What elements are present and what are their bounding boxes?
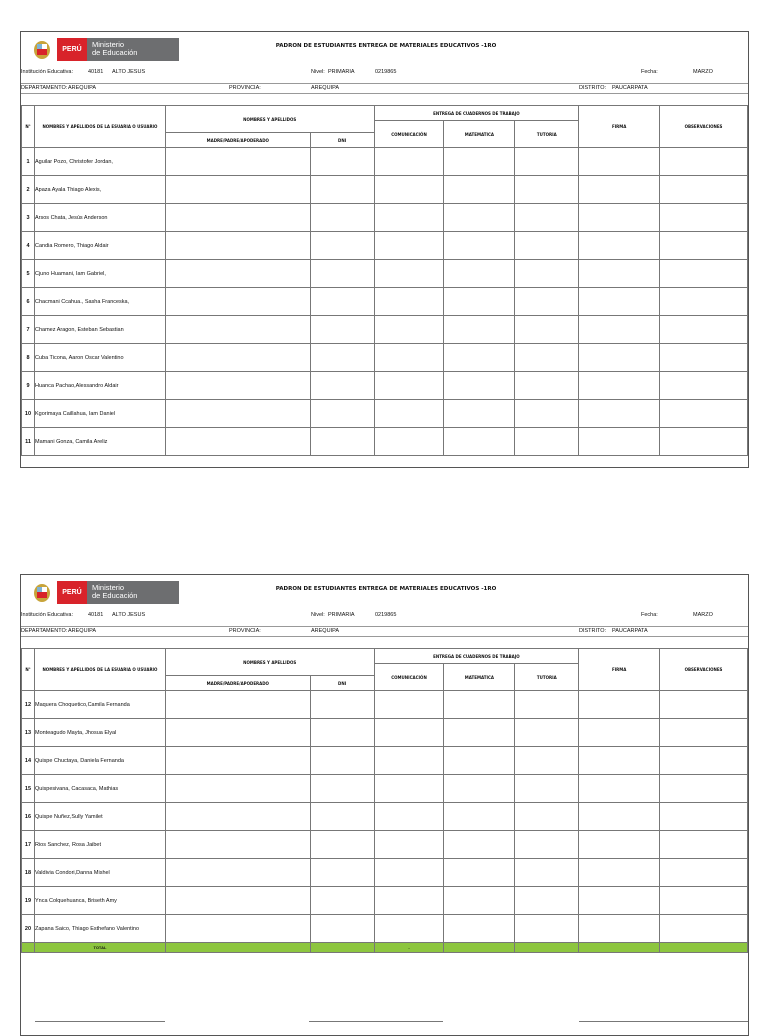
dni-cell[interactable]	[310, 859, 374, 887]
observaciones-cell[interactable]	[660, 344, 748, 372]
student-name: Arsos Chata, Jesús Anderson	[34, 204, 165, 232]
institution-code: 40181	[88, 612, 104, 618]
dni-cell[interactable]	[310, 148, 374, 176]
provincia-label: PROVINCIA:	[229, 628, 261, 634]
provincia-label: PROVINCIA:	[229, 85, 261, 91]
tutoria-cell[interactable]	[515, 260, 579, 288]
comunicacion-cell[interactable]	[374, 176, 444, 204]
comunicacion-cell[interactable]	[374, 831, 444, 859]
firma-cell[interactable]	[579, 915, 660, 943]
departamento-value: AREQUIPA	[68, 85, 97, 91]
col-student-header: NOMBRES Y APELLIDOS DE LA ESUARIA O USUARIO	[34, 649, 165, 691]
observaciones-cell[interactable]	[660, 691, 748, 719]
nivel-label: Nivel:	[311, 69, 325, 75]
dni-cell[interactable]	[310, 691, 374, 719]
student-name: Rios Sanchez, Rosa Jaibet	[34, 831, 165, 859]
fecha-value: MARZO	[693, 69, 713, 75]
guardian-cell[interactable]	[165, 344, 310, 372]
signature-line	[309, 1021, 443, 1022]
comunicacion-cell[interactable]	[374, 400, 444, 428]
tutoria-cell[interactable]	[515, 915, 579, 943]
table-row	[22, 803, 748, 831]
student-table	[21, 648, 748, 953]
row-number: 17	[22, 831, 35, 859]
observaciones-cell[interactable]	[660, 316, 748, 344]
observaciones-cell[interactable]	[660, 775, 748, 803]
dni-cell[interactable]	[310, 232, 374, 260]
nivel-value: PRIMARIA	[328, 612, 355, 618]
guardian-cell[interactable]	[165, 232, 310, 260]
dni-cell[interactable]	[310, 176, 374, 204]
firma-cell[interactable]	[579, 344, 660, 372]
departamento-label: DEPARTAMENTO:	[21, 85, 68, 91]
signature-line	[579, 1021, 748, 1022]
guardian-cell[interactable]	[165, 428, 310, 456]
info-row-institution	[21, 68, 748, 76]
dni-cell[interactable]	[310, 747, 374, 775]
dni-cell[interactable]	[310, 400, 374, 428]
table-row	[22, 344, 748, 372]
table-row	[22, 372, 748, 400]
col-comunicacion-header: COMUNICACIÓN	[374, 121, 444, 148]
row-number: 3	[22, 204, 35, 232]
dni-cell[interactable]	[310, 288, 374, 316]
fecha-label: Fecha:	[641, 69, 658, 75]
matematica-cell[interactable]	[444, 204, 515, 232]
ministry-logo	[27, 581, 179, 604]
total-row	[22, 943, 748, 953]
dni-cell[interactable]	[310, 775, 374, 803]
table-row	[22, 232, 748, 260]
row-number: 11	[22, 428, 35, 456]
student-name: Quispe Chuctaya, Daniela Fernanda	[34, 747, 165, 775]
matematica-cell[interactable]	[444, 372, 515, 400]
firma-cell[interactable]	[579, 831, 660, 859]
matematica-cell[interactable]	[444, 260, 515, 288]
observaciones-cell[interactable]	[660, 260, 748, 288]
student-name: Aguilar Pozo, Christofer Jordan,	[34, 148, 165, 176]
comunicacion-cell[interactable]	[374, 747, 444, 775]
distrito-value: PAUCARPATA	[612, 85, 648, 91]
tutoria-cell[interactable]	[515, 428, 579, 456]
row-number: 9	[22, 372, 35, 400]
student-name: Zapana Saico, Thiago Esthefano Valentino	[34, 915, 165, 943]
firma-cell[interactable]	[579, 316, 660, 344]
total-comunicacion: -	[374, 943, 444, 953]
col-firma-header: FIRMA	[579, 649, 660, 691]
comunicacion-cell[interactable]	[374, 775, 444, 803]
table-row	[22, 400, 748, 428]
comunicacion-cell[interactable]	[374, 316, 444, 344]
institution-label: Institución Educativa:	[21, 612, 73, 618]
guardian-cell[interactable]	[165, 719, 310, 747]
ministry-logo	[27, 38, 179, 61]
guardian-cell[interactable]	[165, 400, 310, 428]
col-tutoria-header: TUTORIA	[515, 664, 579, 691]
firma-cell[interactable]	[579, 691, 660, 719]
table-row	[22, 747, 748, 775]
info-row-institution	[21, 611, 748, 619]
col-matematica-header: MATEMATICA	[444, 664, 515, 691]
distrito-label: DISTRITO:	[579, 85, 607, 91]
matematica-cell[interactable]	[444, 344, 515, 372]
info-row-location	[21, 626, 748, 637]
observaciones-cell[interactable]	[660, 719, 748, 747]
comunicacion-cell[interactable]	[374, 288, 444, 316]
guardian-cell[interactable]	[165, 372, 310, 400]
provincia-value: AREQUIPA	[311, 85, 340, 91]
col-comunicacion-header: COMUNICACIÓN	[374, 664, 444, 691]
student-name: Huanca Pachao,Alessandro Aldair	[34, 372, 165, 400]
matematica-cell[interactable]	[444, 288, 515, 316]
comunicacion-cell[interactable]	[374, 204, 444, 232]
dni-cell[interactable]	[310, 204, 374, 232]
row-number: 4	[22, 232, 35, 260]
firma-cell[interactable]	[579, 400, 660, 428]
col-guardian-header: MADRE/PADRE/APODERADO	[165, 133, 310, 148]
dni-cell[interactable]	[310, 372, 374, 400]
tutoria-cell[interactable]	[515, 288, 579, 316]
tutoria-cell[interactable]	[515, 148, 579, 176]
col-matematica-header: MATEMATICA	[444, 121, 515, 148]
row-number: 7	[22, 316, 35, 344]
distrito-label: DISTRITO:	[579, 628, 607, 634]
comunicacion-cell[interactable]	[374, 691, 444, 719]
comunicacion-cell[interactable]	[374, 260, 444, 288]
firma-cell[interactable]	[579, 372, 660, 400]
logo-ministry-label: Ministerio de Educación	[87, 38, 179, 61]
dni-cell[interactable]	[310, 344, 374, 372]
student-name: Apaza Ayala Thiago Alexis,	[34, 176, 165, 204]
tutoria-cell[interactable]	[515, 691, 579, 719]
row-number: 5	[22, 260, 35, 288]
tutoria-cell[interactable]	[515, 775, 579, 803]
student-name: Cuba Ticona, Aaron Oscar Valentino	[34, 344, 165, 372]
observaciones-cell[interactable]	[660, 831, 748, 859]
firma-cell[interactable]	[579, 204, 660, 232]
table-row	[22, 887, 748, 915]
sheet-page-1	[20, 31, 749, 468]
student-name: Maquera Choquetico,Camila Fernanda	[34, 691, 165, 719]
observaciones-cell[interactable]	[660, 232, 748, 260]
row-number: 2	[22, 176, 35, 204]
tutoria-cell[interactable]	[515, 859, 579, 887]
col-observaciones-header: OBSERVACIONES	[660, 649, 748, 691]
observaciones-cell[interactable]	[660, 176, 748, 204]
nivel-label: Nivel:	[311, 612, 325, 618]
row-number: 19	[22, 887, 35, 915]
guardian-cell[interactable]	[165, 831, 310, 859]
logo-ministry-label: Ministerio de Educación	[87, 581, 179, 604]
guardian-cell[interactable]	[165, 915, 310, 943]
row-number: 20	[22, 915, 35, 943]
comunicacion-cell[interactable]	[374, 148, 444, 176]
observaciones-cell[interactable]	[660, 288, 748, 316]
table-row	[22, 316, 748, 344]
row-number: 8	[22, 344, 35, 372]
guardian-cell[interactable]	[165, 204, 310, 232]
logo-peru-label: PERÚ	[57, 38, 87, 61]
coat-of-arms-icon	[27, 38, 57, 61]
matematica-cell[interactable]	[444, 719, 515, 747]
matematica-cell[interactable]	[444, 831, 515, 859]
table-row	[22, 260, 748, 288]
student-name: Valdivia Condori,Danna Mishel	[34, 859, 165, 887]
matematica-cell[interactable]	[444, 232, 515, 260]
col-dni-header: DNI	[310, 676, 374, 691]
school-code: 0219865	[375, 612, 397, 618]
guardian-cell[interactable]	[165, 316, 310, 344]
matematica-cell[interactable]	[444, 803, 515, 831]
observaciones-cell[interactable]	[660, 887, 748, 915]
student-name: Quispe Nuñez,Sully Yamilet	[34, 803, 165, 831]
guardian-cell[interactable]	[165, 803, 310, 831]
sheet-header	[21, 32, 748, 67]
student-name: Cjuno Huamani, Iam Gabriel,	[34, 260, 165, 288]
student-name: Chamez Aragon, Esteban Sebastian	[34, 316, 165, 344]
dni-cell[interactable]	[310, 428, 374, 456]
guardian-cell[interactable]	[165, 176, 310, 204]
nivel-value: PRIMARIA	[328, 69, 355, 75]
col-names-header: NOMBRES Y APELLIDOS	[165, 649, 374, 676]
provincia-value: AREQUIPA	[311, 628, 340, 634]
comunicacion-cell[interactable]	[374, 887, 444, 915]
col-num-header: N°	[22, 106, 35, 148]
col-guardian-header: MADRE/PADRE/APODERADO	[165, 676, 310, 691]
col-student-header: NOMBRES Y APELLIDOS DE LA ESUARIA O USUARIO	[34, 106, 165, 148]
info-row-location	[21, 83, 748, 94]
observaciones-cell[interactable]	[660, 428, 748, 456]
comunicacion-cell[interactable]	[374, 428, 444, 456]
col-names-header: NOMBRES Y APELLIDOS	[165, 106, 374, 133]
document-title: PADRON DE ESTUDIANTES ENTREGA DE MATERIALES EDUCATIVOS -1RO	[275, 43, 497, 49]
dni-cell[interactable]	[310, 831, 374, 859]
matematica-cell[interactable]	[444, 316, 515, 344]
student-table	[21, 105, 748, 456]
col-observaciones-header: OBSERVACIONES	[660, 106, 748, 148]
comunicacion-cell[interactable]	[374, 915, 444, 943]
student-name: Quispesivana, Cacasaca, Mathias	[34, 775, 165, 803]
guardian-cell[interactable]	[165, 775, 310, 803]
observaciones-cell[interactable]	[660, 803, 748, 831]
row-number: 15	[22, 775, 35, 803]
tutoria-cell[interactable]	[515, 831, 579, 859]
document-title: PADRON DE ESTUDIANTES ENTREGA DE MATERIALES EDUCATIVOS -1RO	[275, 586, 497, 592]
dni-cell[interactable]	[310, 719, 374, 747]
observaciones-cell[interactable]	[660, 204, 748, 232]
firma-cell[interactable]	[579, 859, 660, 887]
col-delivery-header: ENTREGA DE CUADERNOS DE TRABAJO	[374, 649, 579, 664]
firma-cell[interactable]	[579, 803, 660, 831]
comunicacion-cell[interactable]	[374, 344, 444, 372]
institution-label: Institución Educativa:	[21, 69, 73, 75]
matematica-cell[interactable]	[444, 915, 515, 943]
matematica-cell[interactable]	[444, 148, 515, 176]
tutoria-cell[interactable]	[515, 176, 579, 204]
student-name: Mamani Gonza, Camila Areliz	[34, 428, 165, 456]
firma-cell[interactable]	[579, 887, 660, 915]
comunicacion-cell[interactable]	[374, 232, 444, 260]
table-row	[22, 831, 748, 859]
col-delivery-header: ENTREGA DE CUADERNOS DE TRABAJO	[374, 106, 579, 121]
departamento-value: AREQUIPA	[68, 628, 97, 634]
observaciones-cell[interactable]	[660, 859, 748, 887]
matematica-cell[interactable]	[444, 859, 515, 887]
guardian-cell[interactable]	[165, 887, 310, 915]
table-row	[22, 691, 748, 719]
firma-cell[interactable]	[579, 232, 660, 260]
guardian-cell[interactable]	[165, 747, 310, 775]
table-row	[22, 148, 748, 176]
comunicacion-cell[interactable]	[374, 803, 444, 831]
institution-name: ALTO JESUS	[112, 612, 146, 618]
firma-cell[interactable]	[579, 260, 660, 288]
dni-cell[interactable]	[310, 887, 374, 915]
student-name: Kgorimaya Caillahua, Iam Daniel	[34, 400, 165, 428]
comunicacion-cell[interactable]	[374, 372, 444, 400]
tutoria-cell[interactable]	[515, 344, 579, 372]
tutoria-cell[interactable]	[515, 887, 579, 915]
school-code: 0219865	[375, 69, 397, 75]
row-number: 13	[22, 719, 35, 747]
coat-of-arms-icon	[27, 581, 57, 604]
tutoria-cell[interactable]	[515, 400, 579, 428]
row-number: 12	[22, 691, 35, 719]
sheet-page-2	[20, 574, 749, 1036]
table-row	[22, 719, 748, 747]
matematica-cell[interactable]	[444, 775, 515, 803]
row-number: 16	[22, 803, 35, 831]
tutoria-cell[interactable]	[515, 803, 579, 831]
total-label: TOTAL	[34, 943, 165, 953]
dni-cell[interactable]	[310, 915, 374, 943]
tutoria-cell[interactable]	[515, 747, 579, 775]
matematica-cell[interactable]	[444, 887, 515, 915]
tutoria-cell[interactable]	[515, 204, 579, 232]
table-row	[22, 915, 748, 943]
row-number: 6	[22, 288, 35, 316]
fecha-label: Fecha:	[641, 612, 658, 618]
col-num-header: N°	[22, 649, 35, 691]
observaciones-cell[interactable]	[660, 400, 748, 428]
row-number: 1	[22, 148, 35, 176]
matematica-cell[interactable]	[444, 428, 515, 456]
dni-cell[interactable]	[310, 316, 374, 344]
row-number: 10	[22, 400, 35, 428]
dni-cell[interactable]	[310, 803, 374, 831]
table-row	[22, 775, 748, 803]
tutoria-cell[interactable]	[515, 316, 579, 344]
guardian-cell[interactable]	[165, 288, 310, 316]
student-name: Candia Romero, Thiago Aldair	[34, 232, 165, 260]
sheet-header	[21, 575, 748, 610]
institution-name: ALTO JESUS	[112, 69, 146, 75]
firma-cell[interactable]	[579, 148, 660, 176]
table-row	[22, 204, 748, 232]
table-row	[22, 288, 748, 316]
row-number: 18	[22, 859, 35, 887]
row-number: 14	[22, 747, 35, 775]
firma-cell[interactable]	[579, 747, 660, 775]
observaciones-cell[interactable]	[660, 915, 748, 943]
col-firma-header: FIRMA	[579, 106, 660, 148]
matematica-cell[interactable]	[444, 747, 515, 775]
firma-cell[interactable]	[579, 176, 660, 204]
guardian-cell[interactable]	[165, 148, 310, 176]
signature-line	[35, 1021, 165, 1022]
matematica-cell[interactable]	[444, 400, 515, 428]
student-name: Chacmani Ccahua., Sasha Franceska,	[34, 288, 165, 316]
firma-cell[interactable]	[579, 288, 660, 316]
firma-cell[interactable]	[579, 428, 660, 456]
guardian-cell[interactable]	[165, 260, 310, 288]
guardian-cell[interactable]	[165, 691, 310, 719]
col-dni-header: DNI	[310, 133, 374, 148]
student-name: Ynca Colquehuanca, Briseth Amy	[34, 887, 165, 915]
comunicacion-cell[interactable]	[374, 719, 444, 747]
tutoria-cell[interactable]	[515, 719, 579, 747]
institution-code: 40181	[88, 69, 104, 75]
table-row	[22, 428, 748, 456]
matematica-cell[interactable]	[444, 691, 515, 719]
comunicacion-cell[interactable]	[374, 859, 444, 887]
tutoria-cell[interactable]	[515, 232, 579, 260]
observaciones-cell[interactable]	[660, 148, 748, 176]
logo-peru-label: PERÚ	[57, 581, 87, 604]
firma-cell[interactable]	[579, 775, 660, 803]
guardian-cell[interactable]	[165, 859, 310, 887]
student-name: Monteagudo Mayta, Jhosua Elyal	[34, 719, 165, 747]
matematica-cell[interactable]	[444, 176, 515, 204]
tutoria-cell[interactable]	[515, 372, 579, 400]
dni-cell[interactable]	[310, 260, 374, 288]
firma-cell[interactable]	[579, 719, 660, 747]
departamento-label: DEPARTAMENTO:	[21, 628, 68, 634]
table-row	[22, 859, 748, 887]
observaciones-cell[interactable]	[660, 372, 748, 400]
table-row	[22, 176, 748, 204]
distrito-value: PAUCARPATA	[612, 628, 648, 634]
fecha-value: MARZO	[693, 612, 713, 618]
observaciones-cell[interactable]	[660, 747, 748, 775]
col-tutoria-header: TUTORIA	[515, 121, 579, 148]
